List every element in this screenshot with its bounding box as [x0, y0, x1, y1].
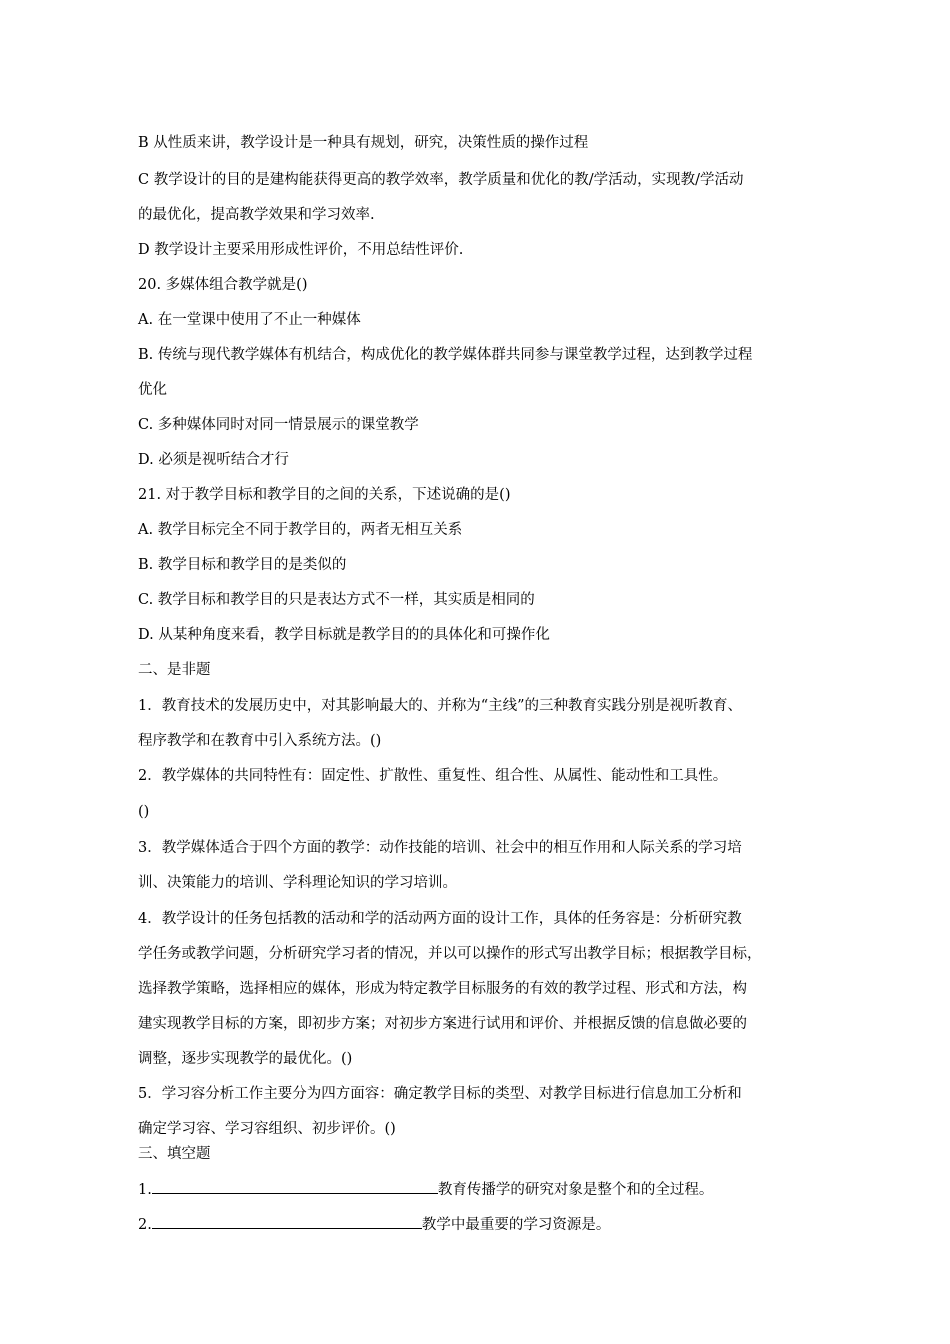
tf-item-3-line2: 训、决策能力的培训、学科理论知识的学习培训。 [138, 875, 457, 891]
q20-option-a: A. 在一堂课中使用了不止一种媒体 [138, 312, 361, 328]
tf-item-2-line1: 2．教学媒体的共同特性有：固定性、扩散性、重复性、组合性、从属性、能动性和工具性。 [138, 768, 728, 784]
q20-option-b-line1: B. 传统与现代教学媒体有机结合，构成优化的教学媒体群共同参与课堂教学过程，达到教学过程 [138, 347, 753, 363]
tf-item-5-line2: 确定学习容、学习容组织、初步评价。() [138, 1121, 396, 1137]
tf-item-4-line2: 学任务或教学问题，分析研究学习者的情况，并以可以操作的形式写出教学目标；根据教学目标， [138, 946, 762, 962]
tf-item-1-line1: 1．教育技术的发展历史中，对其影响最大的、并称为“主线”的三种教育实践分别是视听教育、 [138, 698, 743, 714]
q20-option-c: C. 多种媒体同时对同一情景展示的课堂教学 [138, 417, 419, 433]
q21-option-c: C. 教学目标和教学目的只是表达方式不一样，其实质是相同的 [138, 592, 535, 608]
fill-item-2 [138, 1213, 610, 1236]
fill-item-2-number: 2. [138, 1217, 152, 1233]
tf-item-4-line5: 调整，逐步实现教学的最优化。() [138, 1051, 353, 1067]
tf-item-5-line1: 5．学习容分析工作主要分为四方面容：确定教学目标的类型、对教学目标进行信息加工分析和 [138, 1086, 742, 1102]
q19-option-c-line2: 的最优化，提高教学效果和学习效率. [138, 207, 375, 223]
q21-stem: 21. 对于教学目标和教学目的之间的关系，下述说确的是() [138, 487, 511, 503]
q21-option-a: A. 教学目标完全不同于教学目的，两者无相互关系 [138, 522, 463, 538]
q19-option-c-line1: C 教学设计的目的是建构能获得更高的教学效率，教学质量和优化的教/学活动，实现教/学活动 [138, 172, 744, 188]
q21-option-d: D. 从某种角度来看，教学目标就是教学目的的具体化和可操作化 [138, 627, 550, 643]
tf-item-4-line4: 建实现教学目标的方案，即初步方案；对初步方案进行试用和评价、并根据反馈的信息做必要的 [138, 1016, 747, 1032]
fill-item-1 [138, 1178, 713, 1201]
tf-item-4-line3: 选择教学策略，选择相应的媒体，形成为特定教学目标服务的有效的教学过程、形式和方法，构 [138, 981, 747, 997]
fill-item-1-text: 教育传播学的研究对象是整个和的全过程。 [437, 1182, 714, 1198]
q20-option-d: D. 必须是视听结合才行 [138, 452, 289, 468]
section3-heading: 三、填空题 [138, 1146, 211, 1162]
q20-option-b-line2: 优化 [138, 382, 167, 398]
fill-item-2-text: 教学中最重要的学习资源是。 [421, 1217, 611, 1233]
tf-item-2-line2: () [138, 804, 150, 820]
fill-blank-1[interactable] [152, 1178, 438, 1194]
q19-option-b: B 从性质来讲，教学设计是一种具有规划，研究，决策性质的操作过程 [138, 135, 589, 151]
q20-stem: 20. 多媒体组合教学就是() [138, 277, 308, 293]
tf-item-1-line2: 程序教学和在教育中引入系统方法。() [138, 733, 382, 749]
section2-heading: 二、是非题 [138, 662, 211, 678]
q21-option-b: B. 教学目标和教学目的是类似的 [138, 557, 347, 573]
tf-item-3-line1: 3．教学媒体适合于四个方面的教学：动作技能的培训、社会中的相互作用和人际关系的学习培 [138, 840, 742, 856]
tf-item-4-line1: 4．教学设计的任务包括教的活动和学的活动两方面的设计工作，具体的任务容是：分析研究教 [138, 911, 742, 927]
q19-option-d: D 教学设计主要采用形成性评价，不用总结性评价. [138, 242, 464, 258]
fill-blank-2[interactable] [152, 1213, 422, 1229]
fill-item-1-number: 1. [138, 1182, 152, 1198]
